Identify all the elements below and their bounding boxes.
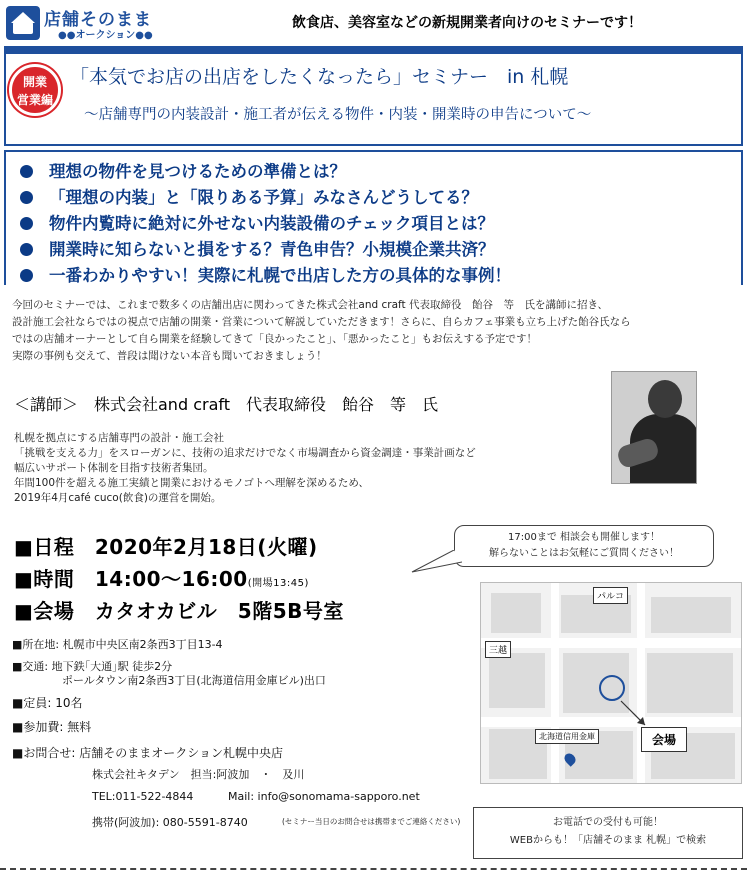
badge-line2: 営業編 xyxy=(16,93,53,107)
fee-line: ■参加費: 無料 xyxy=(12,720,92,734)
topic-item: 理想の物件を見つけるための準備とは？ xyxy=(20,158,346,182)
map-label-bank: 北海道信用金庫 xyxy=(535,729,599,744)
capacity-line: ■定員: 10名 xyxy=(12,696,83,710)
bullet-icon xyxy=(20,269,33,282)
category-badge xyxy=(9,64,61,116)
venue-marker-icon xyxy=(599,675,625,701)
arrow-icon xyxy=(619,699,649,729)
bubble-tail xyxy=(410,550,462,576)
contact-line: ■お問合せ: 店舗そのままオークション札幌中央店 xyxy=(12,746,283,760)
address-line: ■所在地: 札幌市中央区南2条西3丁目13-4 xyxy=(12,638,223,651)
seminar-subtitle: ～店舗専門の内装設計・施工者が伝える物件・内装・開業時の申告について～ xyxy=(84,107,592,123)
badge-line1: 開業 xyxy=(22,75,47,89)
schedule-venue: ■会場 カタオカビル 5階5B号室 xyxy=(14,599,344,623)
mail-line: Mail: info@sonomama-sapporo.net xyxy=(228,790,420,803)
topics-box xyxy=(4,150,743,285)
venue-map xyxy=(480,582,742,784)
logo-title: 店舗そのまま xyxy=(44,10,152,30)
title-banner xyxy=(4,46,743,146)
consultation-bubble: 17:00まで 相談会も開催します！ 解らないことはお気軽にご質問ください！ xyxy=(454,525,714,567)
topic-item: 開業時に知らないと損をする？青色申告？小規模企業共済？ xyxy=(20,236,495,260)
map-label-mitsukoshi: 三越 xyxy=(485,641,511,658)
seminar-title: 「本気でお店の出店をしたくなったら」セミナー in 札幌 xyxy=(70,66,569,88)
access-line2: ポールタウン南2条西3丁目(北海道信用金庫ビル)出口 xyxy=(62,674,326,687)
logo-icon xyxy=(6,6,40,40)
lecturer-heading: ＜講師＞ 株式会社and craft 代表取締役 飴谷 等 氏 xyxy=(14,395,438,414)
schedule-time: ■時間 14:00～16:00(開場13:45) xyxy=(14,567,309,591)
access-line1: ■交通: 地下鉄｢大通｣駅 徒歩2分 xyxy=(12,660,173,673)
mobile-line: 携帯(阿波加): 080-5591-8740 xyxy=(92,816,248,829)
mobile-note: (セミナー当日のお問合せは携帯までご連絡ください) xyxy=(282,817,461,826)
banner-stripe xyxy=(4,46,743,54)
bullet-icon xyxy=(20,165,33,178)
company-line: 株式会社キタデン 担当:阿波加 ・ 及川 xyxy=(92,768,305,781)
schedule-date: ■日程 2020年2月18日(火曜) xyxy=(14,535,318,559)
time-note: (開場13:45) xyxy=(247,578,309,589)
logo-subtitle: ●●オークション●● xyxy=(58,30,153,41)
map-label-parco: パルコ xyxy=(593,587,628,604)
map-label-venue: 会場 xyxy=(641,727,687,752)
topic-item: 物件内覧時に絶対に外せない内装設備のチェック項目とは？ xyxy=(20,210,494,234)
call-info-box: お電話での受付も可能！ WEBからも！「店舗そのまま 札幌」で検索 xyxy=(473,807,743,859)
bullet-icon xyxy=(20,243,33,256)
topic-item: 一番わかりやすい！実際に札幌で出店した方の具体的な事例！ xyxy=(20,262,511,286)
tagline: 飲食店、美容室などの新規開業者向けのセミナーです！ xyxy=(292,15,642,31)
lecturer-photo xyxy=(611,371,697,484)
tel-line: TEL:011-522-4844 xyxy=(92,790,194,803)
lecturer-profile: 札幌を拠点にする店舗専門の設計・施工会社 「挑戦を支える力」をスローガンに、技術の追求だけでなく市場調査から資金調達・事業計画など 幅広いサポート体制を目指す技術者集団。 年間100件を超える施工実績と開業におけるモノゴトへ理解を深めるため、 2019年4月café cuco(飲食)の運営を開始。 xyxy=(14,432,476,504)
topic-item: 「理想の内装」と「限りある予算」みなさんどうしてる？ xyxy=(20,184,478,208)
bullet-icon xyxy=(20,217,33,230)
bullet-icon xyxy=(20,191,33,204)
intro-text: 今回のセミナーでは、これまで数多くの店舗出店に関わってきた株式会社and craft 代表取締役 飴谷 等 氏を講師に招き、 設計施工会社ならではの視点で店舗の開業・営業について解説していただきます！さらに、自らカフェ事業も立ち上げた飴谷氏なら ではの店舗オーナーとして自ら開業を経験してきて「良かったこと」、「悪かったこと」もお伝えする予定です！ 実際の事例も交えて、普段は聞けない本音も聞いておきましょう！ xyxy=(12,299,631,362)
cut-line xyxy=(0,868,747,870)
